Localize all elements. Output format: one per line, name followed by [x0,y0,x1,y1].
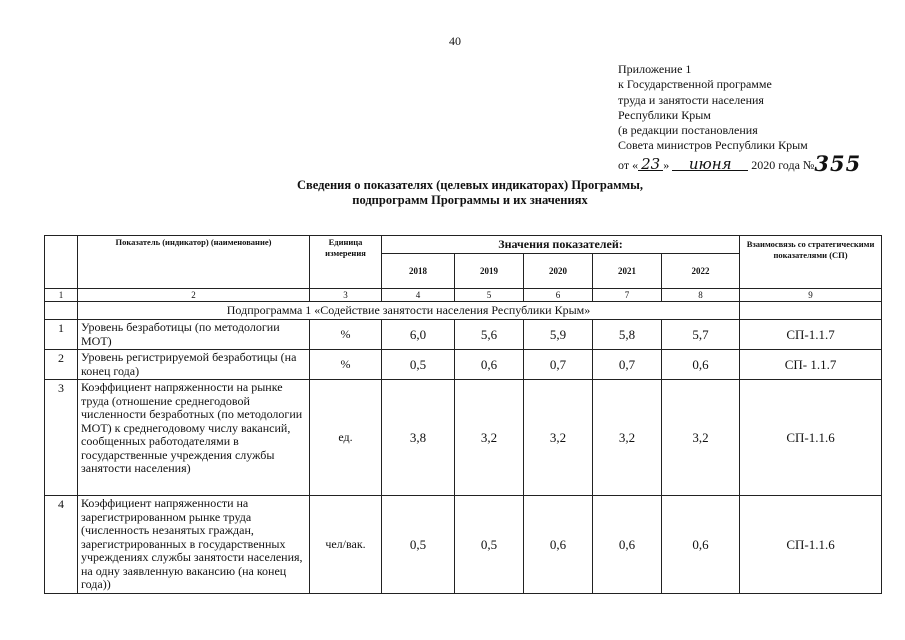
decree-year: 2020 года № [751,157,815,172]
strategic-link: СП-1.1.7 [740,320,882,350]
value-2021: 0,6 [593,496,662,594]
appendix-line: труда и занятости населения [618,92,764,107]
column-number: 7 [593,289,662,302]
header-row-1 [45,236,882,254]
subprogram-title: Подпрограмма 1 «Содействие занятости населения Республики Крым» [78,302,740,320]
column-number: 6 [524,289,593,302]
indicator-unit: % [310,350,382,380]
indicator-name: Уровень безработицы (по методологии МОТ) [78,320,310,350]
indicator-unit: % [310,320,382,350]
header-year: 2021 [593,254,662,289]
value-2019: 0,5 [455,496,524,594]
column-number: 1 [45,289,78,302]
column-number: 4 [382,289,455,302]
row-number: 4 [45,496,78,594]
date-close: » [663,157,670,172]
header-indicator: Показатель (индикатор) (наименование) [78,236,310,289]
header-unit: Единица измерения [310,236,382,289]
subprogram-spacer [740,302,882,320]
value-2022: 3,2 [662,380,740,496]
indicator-name: Коэффициент напряженности на зарегистрированном рынке труда (численность незанятых граждан, зарегистрированных в государственных учреждениях службы занятости населения, на одну заявленную вакансию (на конец года)) [78,496,310,594]
indicator-name: Коэффициент напряженности на рынке труда (отношение среднегодовой численности безработных (по методологии МОТ) к среднегодовому числу вакансий, сообщенных работодателями в государственные учреждения службы занятости населения) [78,380,310,496]
value-2022: 0,6 [662,350,740,380]
handwritten-month: июня [672,159,748,171]
value-2020: 0,7 [524,350,593,380]
header-values-group: Значения показателей: [382,236,740,254]
appendix-line: к Государственной программе [618,77,772,92]
strategic-link: СП-1.1.6 [740,380,882,496]
value-2021: 3,2 [593,380,662,496]
value-2019: 3,2 [455,380,524,496]
table-row [45,380,882,496]
indicators-table [44,235,882,594]
column-number: 2 [78,289,310,302]
decree-date-line [618,150,898,176]
indicator-unit: ед. [310,380,382,496]
title-line-2: подпрограмм Программы и их значениях [352,193,588,207]
subprogram-spacer [45,302,78,320]
column-number: 5 [455,289,524,302]
value-2019: 0,6 [455,350,524,380]
page-number: 40 [449,34,461,48]
table-row [45,350,882,380]
value-2020: 3,2 [524,380,593,496]
header-number-cell [45,236,78,289]
row-number: 2 [45,350,78,380]
handwritten-decree-number: 355 [814,150,862,176]
header-year: 2019 [455,254,524,289]
value-2022: 0,6 [662,496,740,594]
header-year: 2020 [524,254,593,289]
value-2020: 0,6 [524,496,593,594]
value-2021: 5,8 [593,320,662,350]
value-2022: 5,7 [662,320,740,350]
value-2018: 0,5 [382,496,455,594]
row-number: 3 [45,380,78,496]
indicator-name: Уровень регистрируемой безработицы (на конец года) [78,350,310,380]
date-prefix: от « [618,157,639,172]
value-2018: 0,5 [382,350,455,380]
column-number: 8 [662,289,740,302]
appendix-line: Совета министров Республики Крым [618,138,808,153]
column-number: 3 [310,289,382,302]
table-row [45,496,882,594]
header-link: Взаимосвязь со стратегическими показателями (СП) [740,236,882,289]
title-line-1: Сведения о показателях (целевых индикаторах) Программы, [296,178,644,192]
appendix-line: Приложение 1 [618,62,692,76]
handwritten-day: 23 [638,159,663,171]
value-2018: 6,0 [382,320,455,350]
value-2021: 0,7 [593,350,662,380]
strategic-link: СП-1.1.6 [740,496,882,594]
header-year: 2022 [662,254,740,289]
table-row [45,320,882,350]
document-title [260,178,680,208]
column-numbers-row [45,289,882,302]
appendix-line: (в редакции постановления [618,123,758,138]
value-2018: 3,8 [382,380,455,496]
indicator-unit: чел/вак. [310,496,382,594]
appendix-block [618,62,898,176]
appendix-line: Республики Крым [618,107,711,122]
row-number: 1 [45,320,78,350]
subprogram-row [45,302,882,320]
header-year: 2018 [382,254,455,289]
strategic-link: СП- 1.1.7 [740,350,882,380]
value-2019: 5,6 [455,320,524,350]
column-number: 9 [740,289,882,302]
value-2020: 5,9 [524,320,593,350]
